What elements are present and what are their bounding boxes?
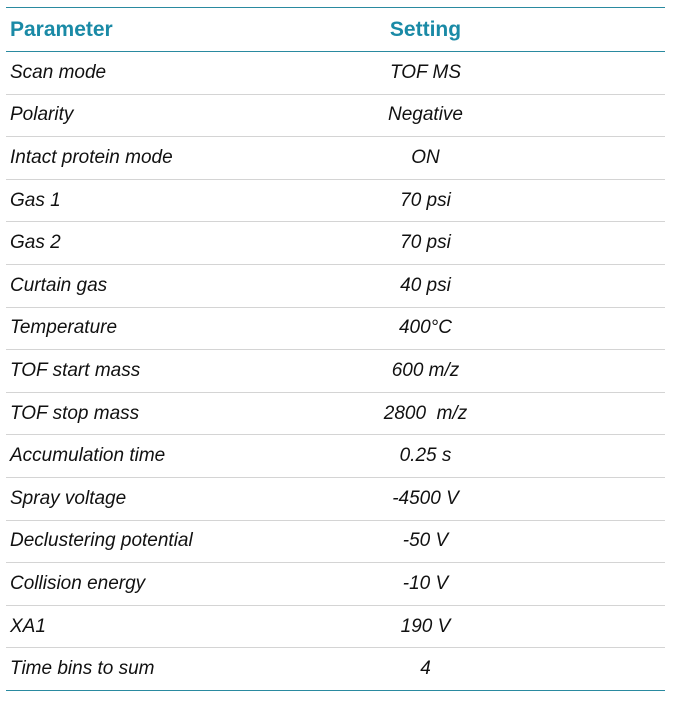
parameter-table-container <box>6 7 665 691</box>
table-row <box>6 307 665 350</box>
table-body <box>6 52 665 691</box>
table-row <box>6 392 665 435</box>
setting-cell: 0.25 s <box>399 445 452 467</box>
parameter-cell: Declustering potential <box>10 530 193 552</box>
setting-cell: 600 m/z <box>391 359 460 381</box>
setting-cell: Negative <box>388 104 463 126</box>
table-header <box>6 8 665 52</box>
setting-cell: -4500 V <box>392 487 459 509</box>
parameter-cell: Curtain gas <box>10 274 108 296</box>
parameter-cell: Gas 1 <box>10 189 61 211</box>
parameter-cell: TOF stop mass <box>10 402 140 424</box>
parameter-cell: Intact protein mode <box>10 146 173 168</box>
parameter-cell: Collision energy <box>10 572 146 594</box>
setting-cell: 70 psi <box>400 232 451 254</box>
table-row <box>6 648 665 691</box>
parameter-cell: Spray voltage <box>10 487 127 509</box>
setting-cell: -50 V <box>402 530 449 552</box>
header-parameter: Parameter <box>10 17 113 41</box>
setting-cell: ON <box>411 146 440 168</box>
table-row <box>6 605 665 648</box>
setting-cell: 190 V <box>400 615 451 637</box>
setting-cell: -10 V <box>402 572 449 594</box>
parameter-cell: Scan mode <box>10 61 107 83</box>
setting-cell: 4 <box>420 658 431 680</box>
table-row <box>6 137 665 180</box>
header-row <box>6 8 665 52</box>
parameter-cell: TOF start mass <box>10 359 141 381</box>
table-row <box>6 435 665 478</box>
table-row <box>6 94 665 137</box>
table-row <box>6 52 665 95</box>
table-row <box>6 179 665 222</box>
parameter-cell: Polarity <box>10 104 74 126</box>
header-setting: Setting <box>389 17 462 41</box>
setting-cell: TOF MS <box>389 61 462 83</box>
table-row <box>6 563 665 606</box>
setting-cell: 40 psi <box>400 274 451 296</box>
table-row <box>6 264 665 307</box>
parameter-cell: Accumulation time <box>10 445 166 467</box>
parameter-cell: XA1 <box>10 615 46 637</box>
setting-cell: 2800 m/z <box>383 402 468 424</box>
setting-cell: 400°C <box>398 317 453 339</box>
table-row <box>6 222 665 265</box>
parameter-cell: Time bins to sum <box>10 658 155 680</box>
setting-cell: 70 psi <box>400 189 451 211</box>
table-row <box>6 350 665 393</box>
parameter-cell: Temperature <box>10 317 118 339</box>
parameter-table <box>6 7 665 691</box>
table-row <box>6 520 665 563</box>
parameter-cell: Gas 2 <box>10 232 61 254</box>
table-row <box>6 477 665 520</box>
